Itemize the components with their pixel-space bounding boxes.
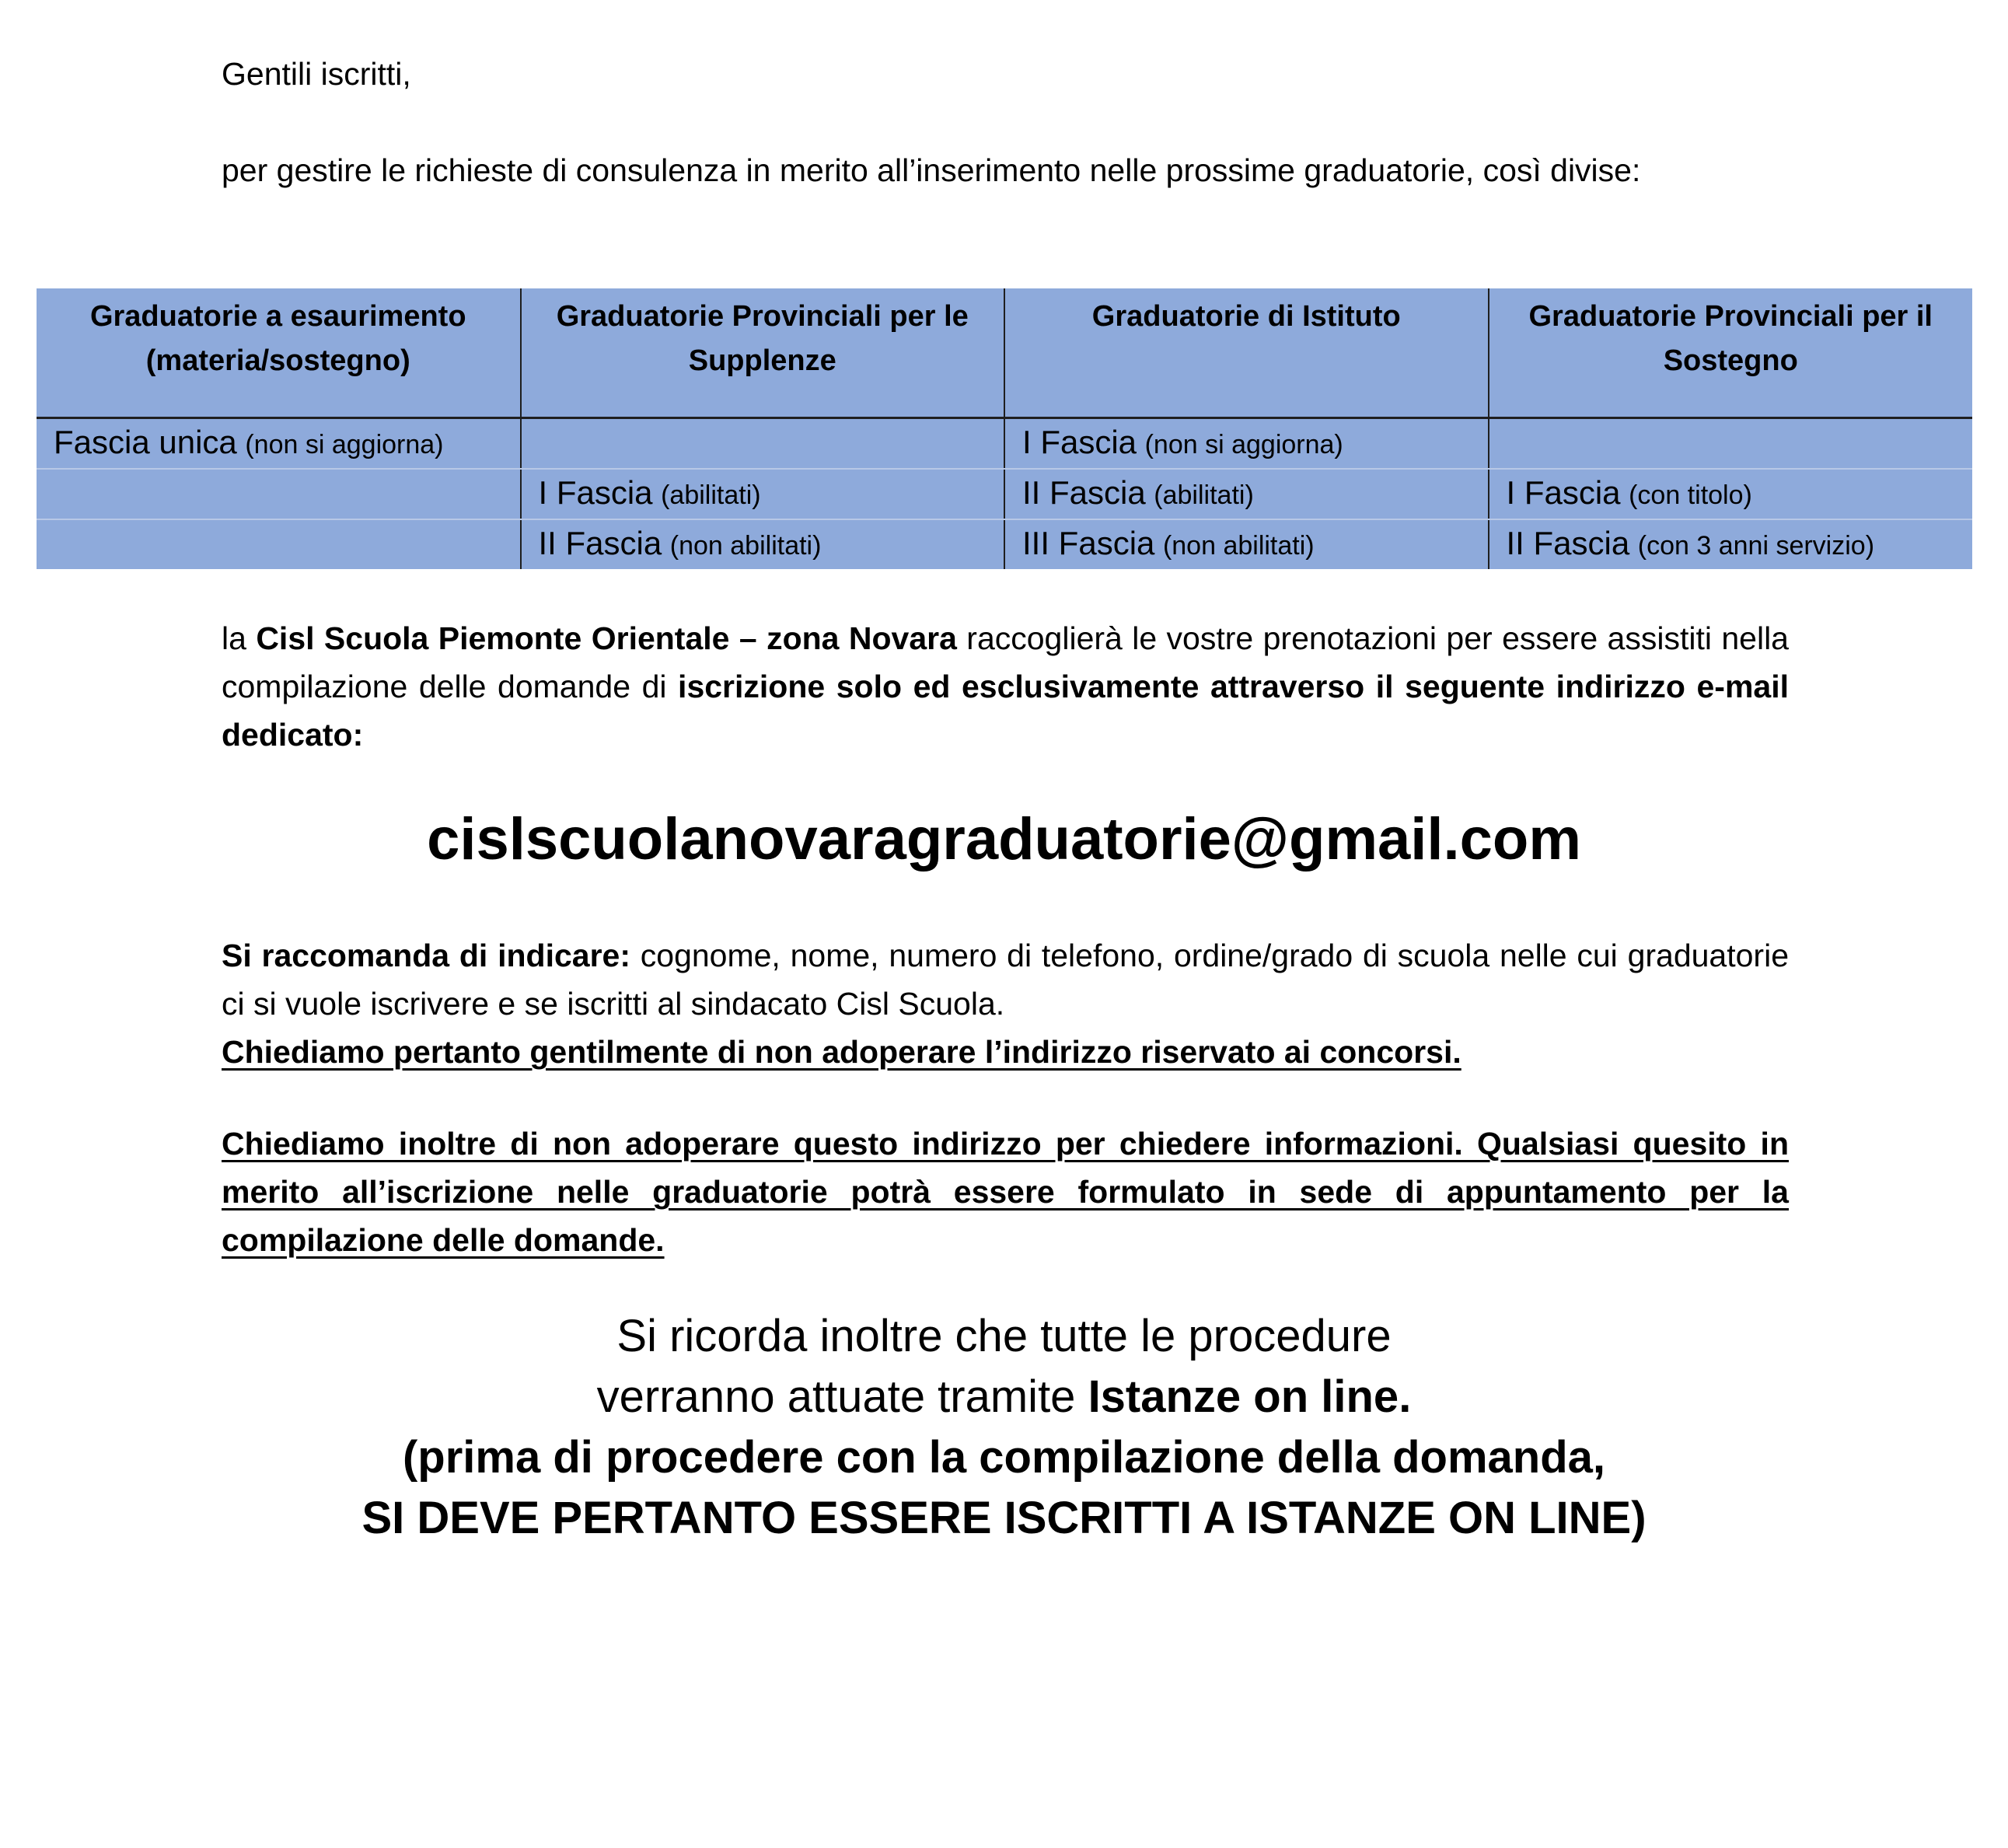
graduatorie-table [37,288,1972,569]
table-cell [521,469,1005,519]
booking-paragraph [222,614,1789,759]
table-header-cell: Graduatorie Provinciali per il Sostegno [1489,288,1973,418]
intro-paragraph: per gestire le richieste di consulenza in merito all’inserimento nelle prossime graduatorie, così divise: [222,152,1641,188]
fascia-note: (non si aggiorna) [1144,430,1343,459]
information-note: Chiediamo inoltre di non adoperare questo indirizzo per chiedere informazioni. Qualsiasi quesito in merito all’iscrizione nelle graduatorie potrà essere formulato in sede di appuntamento per la compilazione delle domande. [222,1126,1789,1258]
fascia-label: Fascia unica [54,424,237,460]
table-header-cell: Graduatorie di Istituto [1004,288,1489,418]
fascia-note: (abilitati) [1154,480,1254,510]
table-row [37,469,1972,519]
table-cell [1004,418,1489,470]
organization-name: Cisl Scuola Piemonte Orientale – zona Novara [256,620,957,656]
closing-line [0,1367,2008,1427]
fascia-label: II Fascia [1022,474,1146,511]
lead-emphasis: iscrizione solo ed esclusivamente attraverso il seguente indirizzo e-mail dedicato: [222,669,1789,753]
table-cell [521,519,1005,569]
table-cell [37,519,521,569]
table-row [37,519,1972,569]
closing-line: (prima di procedere con la compilazione della domanda, [402,1432,1606,1483]
table-row [37,418,1972,470]
fascia-label: I Fascia [538,474,653,511]
table-cell [1489,519,1973,569]
table-cell [1004,519,1489,569]
istanze-label: Istanze on line. [1088,1371,1412,1422]
closing-block [0,1306,2008,1549]
table-cell [521,418,1005,470]
greeting: Gentili iscritti, [222,56,411,92]
table-cell [1489,469,1973,519]
table-cell [1489,418,1973,470]
recommendation-label: Si raccomanda di indicare: [222,938,630,973]
concorsi-note: Chiediamo pertanto gentilmente di non adoperare l’indirizzo riservato ai concorsi. [222,1034,1461,1070]
fascia-note: (non abilitati) [1162,531,1315,561]
closing-line: SI DEVE PERTANTO ESSERE ISCRITTI A ISTANZE ON LINE) [361,1493,1647,1543]
closing-line: Si ricorda inoltre che tutte le procedure [616,1311,1392,1361]
fascia-note: (con titolo) [1629,480,1752,510]
fascia-note: (non abilitati) [669,531,822,561]
table-header-cell: Graduatorie a esaurimento (materia/sostegno) [37,288,521,418]
closing-text: verranno attuate tramite [596,1371,1088,1422]
table-cell [1004,469,1489,519]
recommendation-paragraph [222,931,1789,1076]
table-cell [37,469,521,519]
contact-email: cislscuolanovaragraduatorie@gmail.com [427,806,1581,872]
fascia-label: II Fascia [1506,525,1630,561]
lead-text: la [222,620,257,656]
fascia-note: (con 3 anni servizio) [1637,531,1875,561]
fascia-label: II Fascia [538,525,662,561]
recommendation-text: cognome, nome, numero di telefono, ordine/grado di scuola nelle cui graduatorie ci si vuole iscrivere e se iscritti al sindacato Cisl Scuola. [222,938,1789,1022]
fascia-label: I Fascia [1506,474,1621,511]
fascia-note: (non si aggiorna) [245,430,444,459]
fascia-label: III Fascia [1022,525,1155,561]
table-cell [37,418,521,470]
fascia-note: (abilitati) [661,480,761,510]
table-header-row [37,288,1972,418]
fascia-label: I Fascia [1022,424,1137,460]
lead-text: raccoglierà le vostre prenotazioni per essere assistiti nella compilazione delle domande di [222,620,1789,704]
table-header-cell: Graduatorie Provinciali per le Supplenze [521,288,1005,418]
